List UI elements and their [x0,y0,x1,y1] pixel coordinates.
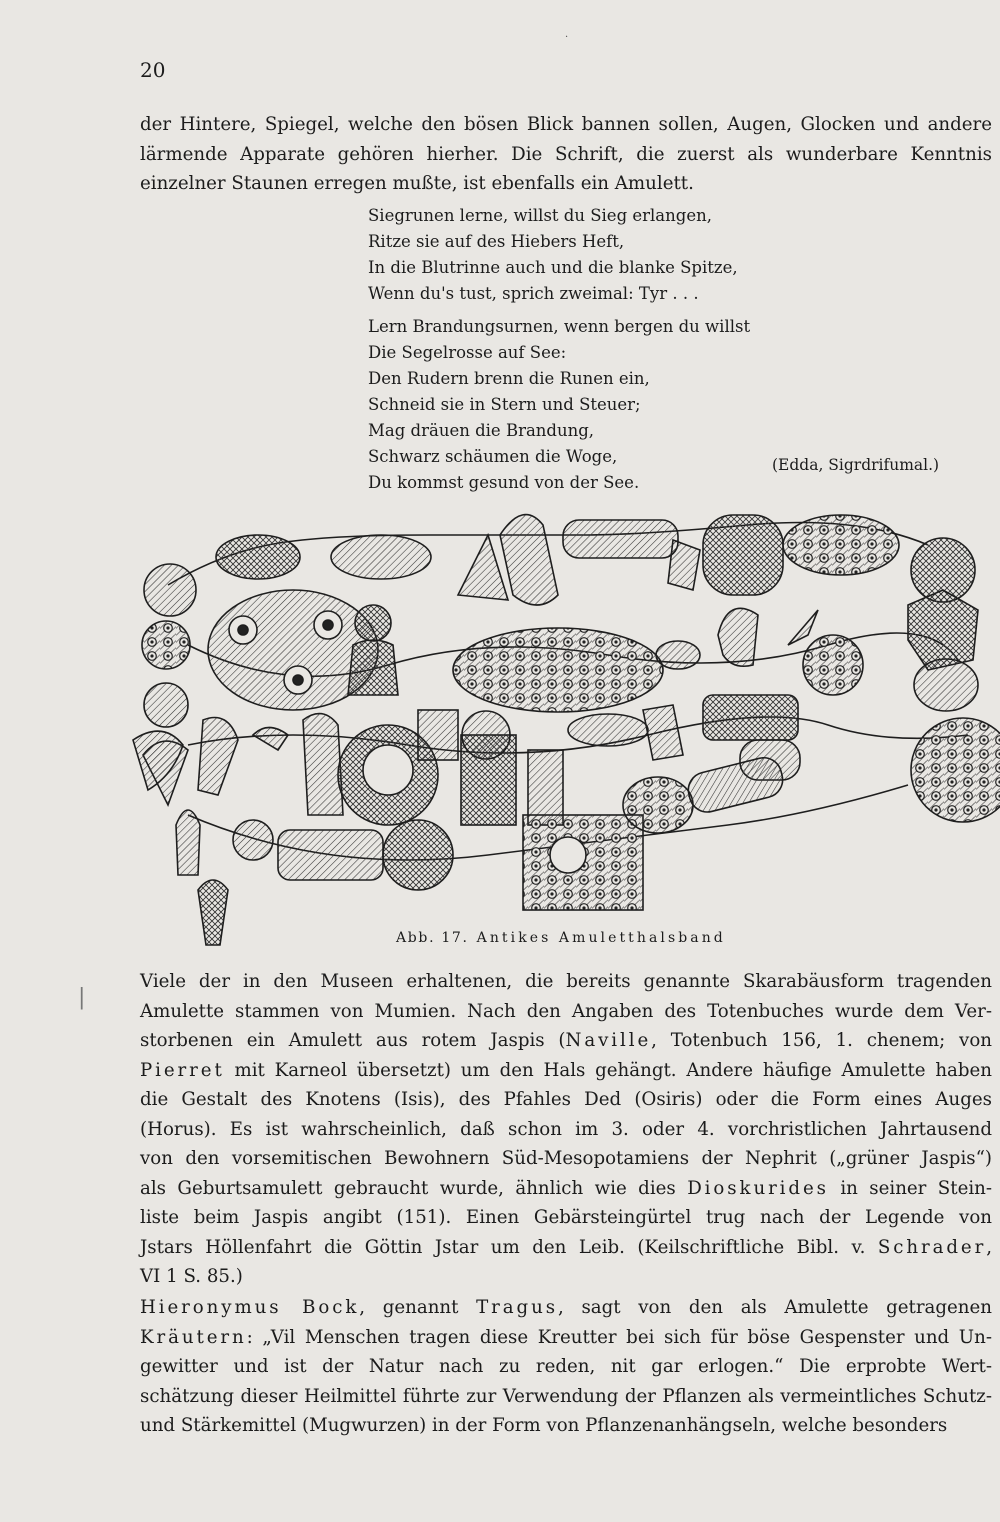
poem-line: Lern Brandungsurnen, wenn bergen du willst [368,317,751,336]
text-run: , Totenbuch 156, 1. chenem; von [651,1030,992,1051]
figure-title: Antikes Amuletthalsband [476,930,726,946]
text-line [140,1056,992,1086]
poem-line: Den Rudern brenn die Runen ein, [368,369,650,388]
print-smudge: · [565,32,569,43]
paragraph-mummy-amulets [140,967,992,1292]
text-line [140,1382,992,1412]
text-line [140,1144,992,1174]
poem-line: Siegrunen lerne, willst du Sieg erlangen, [368,206,712,225]
poem-line: Wenn du's tust, sprich zweimal: Tyr . . . [368,284,699,303]
text-run: schätzung dieser Heilmittel führte zur Verwendung der Pflanzen als vermeintliches Schutz- [140,1385,992,1407]
page-number: 20 [140,58,166,82]
poem-line: Schneid sie in Stern und Steuer; [368,395,641,414]
text-line [140,1352,992,1382]
text-line [140,1085,992,1115]
text-line: einzelner Staunen erregen mußte, ist ebenfalls ein Amulett. [140,173,694,194]
poem-line: Du kommst gesund von der See. [368,473,640,492]
text-run: : „Vil Menschen tragen diese Kreutter bei sich für böse Gespenster und Un- [246,1326,992,1348]
text-run: als Geburtsamulett gebraucht wurde, ähnlich wie dies [140,1177,688,1199]
text-run: mit Karneol übersetzt) um den Hals gehängt. Andere häufige Amulette haben [224,1059,992,1081]
text-run: und Stärkemittel (Mugwurzen) in der Form von Pflanzenanhängseln, welche besonders [140,1415,948,1436]
text-line [140,1115,992,1145]
text-run: storbenen ein Amulett aus rotem Jaspis ( [140,1030,566,1051]
poem-line: Die Segelrosse auf See: [368,343,567,362]
text-run: gewitter und ist der Natur nach zu reden, nit gar erlogen.“ Die erprobte Wert- [140,1356,992,1377]
text-line [140,1026,992,1056]
poem-line: Mag dräuen die Brandung, [368,421,595,440]
spaced-name: Pierret [140,1059,225,1081]
text-line: der Hintere, Spiegel, welche den bösen Blick bannen sollen, Augen, Glocken und andere [140,114,992,135]
spaced-name: Hieronymus Bock [140,1297,360,1318]
text-run: VI 1 S. 85.) [140,1266,243,1287]
poem-line: In die Blutrinne auch und die blanke Spitze, [368,258,738,277]
figure-caption [396,930,726,946]
poem-stanza-1 [368,203,738,307]
poem-attribution: (Edda, Sigrdrifumal.) [772,456,940,474]
text-run: (Horus). Es ist wahrscheinlich, daß schon im 3. oder 4. vorchristlichen Jahrtausend [140,1118,992,1140]
text-line [140,1323,992,1353]
text-run: Amulette stammen von Mumien. Nach den Angaben des Totenbuches wurde dem Ver- [140,1000,992,1022]
text-run: , sagt von den als Amulette getragenen [557,1297,992,1318]
text-line [140,1262,992,1292]
text-run: von den vorsemitischen Bewohnern Süd-Mesopotamiens der Nephrit („grüner Jaspis“) [140,1148,992,1169]
figure-label: Abb. 17. [396,930,469,946]
spaced-name: Schrader [877,1236,987,1258]
spaced-name: Tragus [476,1297,558,1318]
text-line [140,967,992,997]
text-run: Viele der in den Museen erhaltenen, die bereits genannte Skarabäusform tragenden [140,971,992,992]
text-run: liste beim Jaspis angibt (151). Einen Gebärsteingürtel trug nach der Legende von [140,1207,992,1228]
text-run: , [986,1236,992,1258]
poem-line: Ritze sie auf des Hiebers Heft, [368,232,625,251]
text-line [140,997,992,1027]
text-line [140,1174,992,1204]
text-line [140,1203,992,1233]
paragraph-herb-amulets [140,1293,992,1441]
text-line: lärmende Apparate gehören hierher. Die Schrift, die zuerst als wunderbare Kenntnis [140,143,992,165]
top-paragraph [140,110,992,199]
poem-stanza-2 [368,314,750,496]
text-run: Jstars Höllenfahrt die Göttin Jstar um den Leib. (Keilschriftliche Bibl. v. [140,1236,878,1258]
amulet-necklace-illustration [128,495,1000,955]
text-run: in seiner Stein- [828,1177,993,1199]
text-line [140,1411,992,1441]
margin-mark: | [78,985,86,1010]
spaced-name: Kräutern [140,1326,247,1348]
poem-line: Schwarz schäumen die Woge, [368,447,618,466]
spaced-name: Dioskurides [687,1177,829,1199]
text-line [140,1233,992,1263]
spaced-name: Naville [565,1030,652,1051]
text-run: , genannt [359,1297,477,1318]
text-run: die Gestalt des Knotens (Isis), des Pfahles Ded (Osiris) oder die Form eines Auges [140,1089,992,1110]
text-line [140,1293,992,1323]
